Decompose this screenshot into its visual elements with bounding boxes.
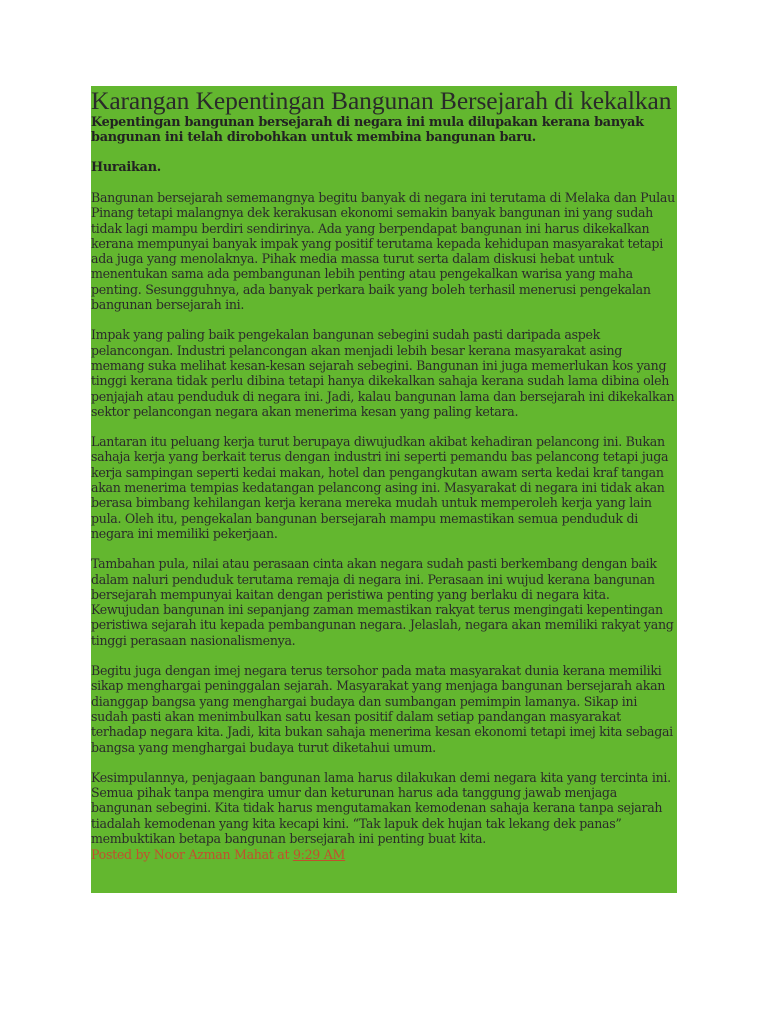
paragraph-conclusion: Kesimpulannya, penjagaan bangunan lama harus dilakukan demi negara kita yang tercinta ini. Semua pihak tanpa mengira umur dan keturunan harus ada tanggung jawab menjaga bangunan sebegini. Kita tidak harus mengutamakan kemodenan sahaja kerana tanpa sejarah tiadalah kemodenan yang kita kecapi kini. “Tak lapuk dek hujan tak lekang dek panas” membuktikan betapa bangunan bersejarah ini penting buat kita. (91, 769, 671, 846)
essay-instruction: Huraikan. (91, 160, 161, 175)
post-title: Karangan Kepentingan Bangunan Bersejarah di kekalkan (91, 86, 672, 115)
paragraph-tourism: Impak yang paling baik pengekalan bangunan sebegini sudah pasti daripada aspek pelancongan. Industri pelancongan akan menjadi lebih besar kerana masyarakat asing memang suka melihat kesan-kesan sejarah sebegini. Bangunan ini juga memerlukan kos yang tinggi kerana tidak perlu dibina tetapi hanya dikekalkan sahaja kerana sudah lama dibina oleh penjajah atau penduduk di negara ini. Jadi, kalau bangunan lama dan bersejarah ini dikekalkan sektor pelancongan negara akan menerima kesan yang paling ketara. (91, 327, 675, 419)
blog-post-panel (91, 86, 677, 893)
paragraph-jobs: Lantaran itu peluang kerja turut berupaya diwujudkan akibat kehadiran pelancong ini. Bukan sahaja kerja yang berkait terus dengan industri ini seperti pemandu bas pelancong tetapi juga kerja sampingan seperti kedai makan, hotel dan pengangkutan awam serta kedai kraf tangan akan menerima tempias kedatangan pelancong asing ini. Masyarakat di negara ini tidak akan berasa bimbang kehilangan kerja kerana mereka mudah untuk memperoleh kerja yang lain pula. Oleh itu, pengekalan bangunan bersejarah mampu memastikan semua penduduk di negara ini memiliki pekerjaan. (91, 434, 669, 541)
paragraph-patriotism: Tambahan pula, nilai atau perasaan cinta akan negara sudah pasti berkembang dengan baik dalam naluri penduduk terutama remaja di negara ini. Perasaan ini wujud kerana bangunan bersejarah mempunyai kaitan dengan peristiwa penting yang berlaku di negara kita. Kewujudan bangunan ini sepanjang zaman memastikan rakyat terus mengingati kepentingan peristiwa sejarah itu kepada pembangunan negara. Jelaslah, negara akan memiliki rakyat yang tinggi perasaan nasionalismenya. (91, 556, 674, 648)
essay-question: Kepentingan bangunan bersejarah di negara ini mula dilupakan kerana banyak bangunan ini telah dirobohkan untuk membina bangunan baru. (91, 115, 644, 145)
post-timestamp-link[interactable]: 9:29 AM (292, 847, 346, 863)
post-author: Posted by Noor Azman Mahat at (91, 847, 293, 863)
paragraph-intro: Bangunan bersejarah sememangnya begitu banyak di negara ini terutama di Melaka dan Pulau Pinang tetapi malangnya dek kerakusan ekonomi semakin banyak bangunan ini yang sudah tidak lagi mampu berdiri sendirinya. Ada yang berpendapat bangunan ini harus dikekalkan kerana mempunyai banyak impak yang positif terutama kepada kehidupan masyarakat tetapi ada juga yang menolaknya. Pihak media massa turut serta dalam diskusi hebat untuk menentukan sama ada pembangunan lebih penting atau pengekalkan warisa yang maha penting. Sesungguhnya, ada banyak perkara baik yang boleh terhasil menerusi pengekalan bangunan bersejarah ini. (91, 190, 675, 313)
post-footer (91, 847, 677, 862)
paragraph-image: Begitu juga dengan imej negara terus tersohor pada mata masyarakat dunia kerana memiliki sikap menghargai peninggalan sejarah. Masyarakat yang menjaga bangunan bersejarah akan dianggap bangsa yang menghargai budaya dan sumbangan pemimpin lamanya. Sikap ini sudah pasti akan menimbulkan satu kesan positif dalam setiap pandangan masyarakat terhadap negara kita. Jadi, kita bukan sahaja menerima kesan ekonomi tetapi imej kita sebagai bangsa yang menghargai budaya turut diketahui umum. (91, 663, 673, 755)
